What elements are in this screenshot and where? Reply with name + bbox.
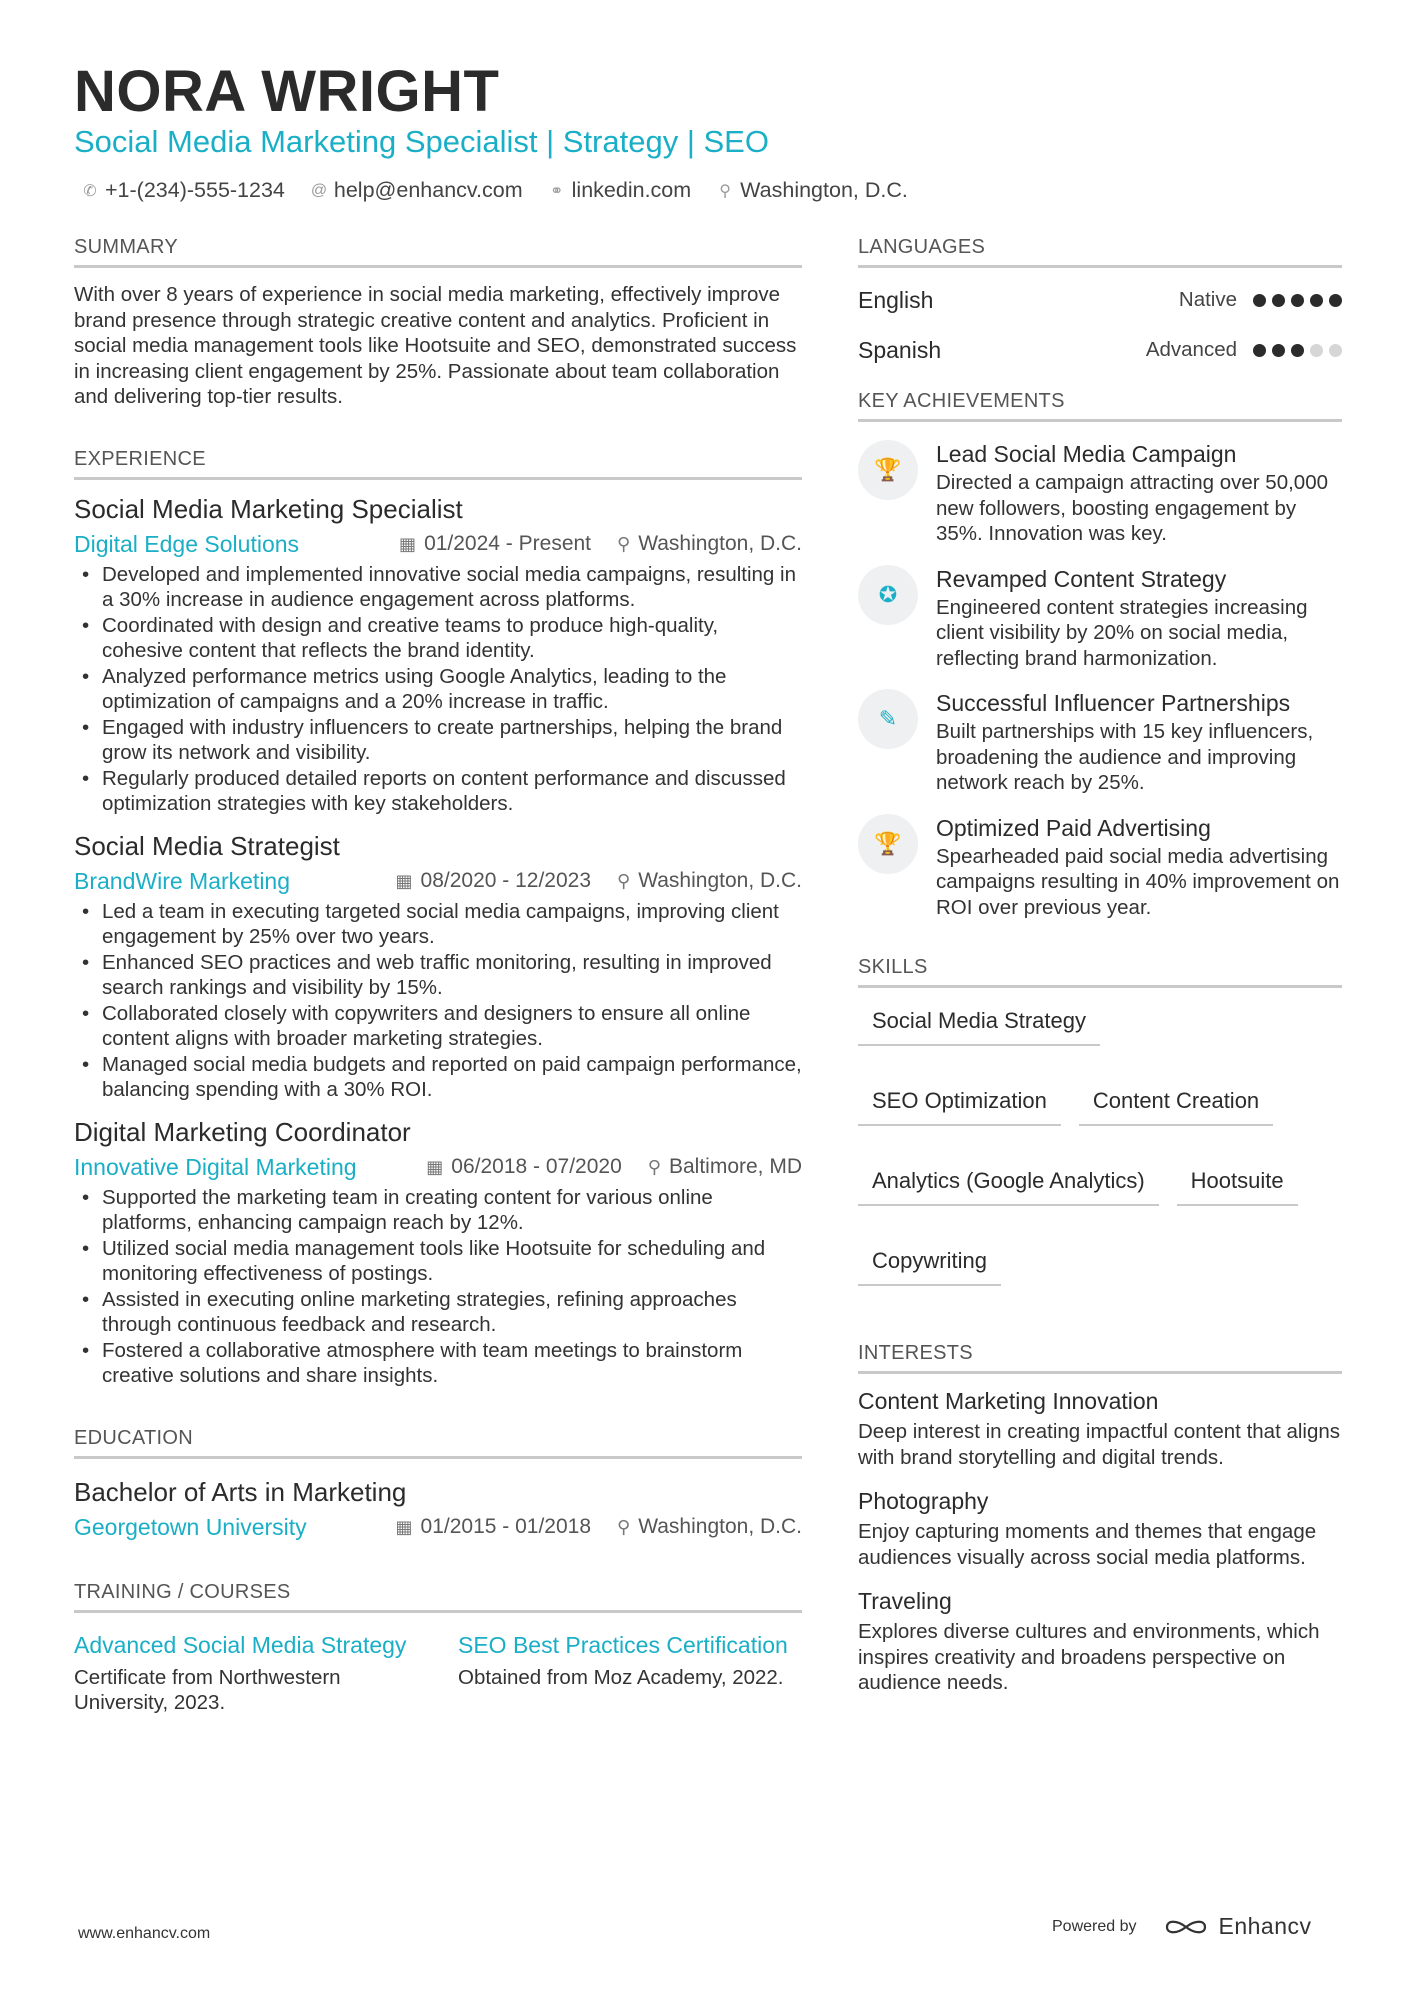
- language-name: Spanish: [858, 336, 942, 363]
- powered-by-label: Powered by: [1052, 1917, 1137, 1935]
- interest-desc: Enjoy capturing moments and themes that engage audiences visually across social media platforms.: [858, 1520, 1317, 1569]
- candidate-name: NORA WRIGHT: [74, 59, 500, 124]
- footer-brand: [1052, 1913, 1312, 1940]
- achievement-title: Lead Social Media Campaign: [936, 441, 1237, 467]
- location-icon: ⚲: [719, 182, 732, 200]
- language-level-group: [1179, 288, 1342, 312]
- training-heading: TRAINING / COURSES: [74, 1581, 802, 1613]
- language-level: Advanced: [1145, 338, 1237, 361]
- footer-website[interactable]: www.enhancv.com: [78, 1925, 211, 1942]
- achievements-heading: KEY ACHIEVEMENTS: [858, 390, 1342, 422]
- job-bullet: • Analyzed performance metrics using Google Analytics, leading to the optimization of campaigns and a 20% increase in traffic.: [74, 664, 802, 715]
- interest-desc: Deep interest in creating impactful content that aligns with brand storytelling and digital trends.: [858, 1420, 1341, 1469]
- skill-list: [858, 1006, 1342, 1286]
- left-column: [74, 236, 802, 1716]
- achievement-title: Optimized Paid Advertising: [936, 814, 1211, 841]
- rating-dot-filled: [1253, 344, 1266, 357]
- achievements-section: [858, 390, 1342, 920]
- achievement-body: [936, 440, 1342, 547]
- trophy-icon: 🏆: [858, 440, 918, 500]
- calendar-icon: ▦: [399, 533, 417, 554]
- right-column: [858, 236, 1342, 1696]
- company-name: Innovative Digital Marketing: [74, 1153, 357, 1180]
- achievement-desc: Engineered content strategies increasing client visibility by 20% on social media, reflecting brand harmonization.: [936, 595, 1308, 670]
- language-name: English: [858, 286, 934, 313]
- contact-email-text: help@enhancv.com: [333, 178, 523, 202]
- job-bullets: [74, 899, 802, 1103]
- calendar-icon: ▦: [426, 1156, 444, 1177]
- job-location-text: Baltimore, MD: [668, 1155, 802, 1178]
- rating-dot-filled: [1272, 294, 1285, 307]
- job-entry: [74, 494, 802, 817]
- job-bullet: • Fostered a collaborative atmosphere with team meetings to brainstorm creative solutions and share insights.: [74, 1338, 802, 1389]
- award-icon: ✪: [858, 565, 918, 625]
- contact-linkedin[interactable]: [549, 178, 692, 203]
- contact-phone-text: +1-(234)-555-1234: [105, 178, 285, 202]
- achievement-item: [858, 565, 1342, 672]
- enhancv-logo[interactable]: [1163, 1913, 1312, 1940]
- achievement-title: Revamped Content Strategy: [936, 565, 1227, 592]
- education-section: [74, 1427, 802, 1541]
- job-dates: [426, 1155, 622, 1179]
- rating-dot-filled: [1310, 294, 1323, 307]
- job-bullet: • Coordinated with design and creative teams to produce high-quality, cohesive content that reflects the brand identity.: [74, 613, 802, 664]
- skill-tag: Copywriting: [858, 1246, 1001, 1286]
- course-list: [74, 1631, 802, 1716]
- achievement-body: [936, 565, 1342, 672]
- company-name: Digital Edge Solutions: [74, 530, 300, 557]
- rating-dot-filled: [1329, 294, 1342, 307]
- skill-tag: SEO Optimization: [858, 1086, 1061, 1126]
- calendar-icon: ▦: [395, 1516, 413, 1537]
- calendar-icon: ▦: [395, 870, 413, 891]
- summary-text: With over 8 years of experience in social media marketing, effectively improve brand presence through strategic creative content and analytics. Proficient in social media management tools like Hootsuite and SEO, demonstrated success in increasing client engagement by 25%. Passionate about team collaboration and delivering top-tier results.: [74, 283, 797, 408]
- language-level-group: [1146, 338, 1342, 362]
- achievement-item: [858, 440, 1342, 547]
- course-desc: Certificate from Northwestern University, 2023.: [74, 1665, 341, 1714]
- interest-title: Traveling: [858, 1588, 952, 1614]
- summary-section: [74, 236, 802, 410]
- skills-section: [858, 956, 1342, 1286]
- interest-desc: Explores diverse cultures and environments, which inspires creativity and broadens perspective on audience needs.: [858, 1620, 1320, 1694]
- school-name: Georgetown University: [74, 1513, 307, 1540]
- job-location: [617, 869, 802, 893]
- achievement-title: Successful Influencer Partnerships: [936, 690, 1291, 716]
- education-location: [617, 1515, 802, 1539]
- job-dates-text: 01/2024 - Present: [424, 532, 592, 555]
- experience-section: [74, 448, 802, 1389]
- language-level: Native: [1178, 288, 1237, 311]
- summary-heading: SUMMARY: [74, 236, 802, 268]
- job-dates-text: 08/2020 - 12/2023: [420, 869, 592, 892]
- job-meta: [74, 868, 802, 895]
- education-dates: [396, 1515, 592, 1539]
- enhancv-logo-text: Enhancv: [1218, 1913, 1312, 1939]
- rating-dot-empty: [1329, 344, 1342, 357]
- job-location: [648, 1155, 802, 1179]
- at-icon: @: [310, 181, 328, 199]
- job-location: [617, 532, 802, 556]
- job-bullet: • Managed social media budgets and reported on paid campaign performance, balancing spending with a 30% ROI.: [74, 1052, 802, 1103]
- contact-phone[interactable]: [82, 178, 285, 203]
- education-meta-right: [396, 1515, 802, 1539]
- languages-heading: LANGUAGES: [858, 236, 1342, 268]
- achievement-body: [936, 814, 1342, 921]
- trophy-icon: 🏆: [858, 814, 918, 874]
- rating-dot-filled: [1253, 294, 1266, 307]
- language-rating: [1253, 344, 1342, 357]
- location-pin-icon: ⚲: [617, 533, 631, 554]
- education-location-text: Washington, D.C.: [638, 1515, 802, 1538]
- job-bullet: • Collaborated closely with copywriters and designers to ensure all online content aligns with broader marketing strategies.: [74, 1001, 802, 1052]
- languages-section: [858, 236, 1342, 368]
- phone-icon: ✆: [83, 182, 97, 200]
- enhancv-logo-icon: [1163, 1915, 1209, 1939]
- job-meta: [74, 1154, 802, 1181]
- job-entry: [74, 1117, 802, 1389]
- rating-dot-filled: [1291, 344, 1304, 357]
- job-bullet: • Assisted in executing online marketing strategies, refining approaches through continuous feedback and research.: [74, 1287, 802, 1338]
- skill-tag: Analytics (Google Analytics): [858, 1166, 1159, 1206]
- course-item: [458, 1631, 802, 1716]
- job-meta: [74, 531, 802, 558]
- job-bullet: • Regularly produced detailed reports on content performance and discussed optimization strategies with key stakeholders.: [74, 766, 802, 817]
- course-title: SEO Best Practices Certification: [458, 1631, 788, 1658]
- link-icon: ⚭: [549, 182, 564, 200]
- achievement-item: [858, 814, 1342, 921]
- skills-heading: SKILLS: [858, 956, 1342, 988]
- rating-dot-empty: [1310, 344, 1323, 357]
- job-dates: [399, 532, 591, 556]
- skill-tag: Content Creation: [1079, 1086, 1273, 1126]
- job-dates: [396, 869, 592, 893]
- contact-email[interactable]: [311, 178, 523, 203]
- education-dates-text: 01/2015 - 01/2018: [420, 1515, 592, 1538]
- job-bullet: • Enhanced SEO practices and web traffic monitoring, resulting in improved search rankings and visibility by 15%.: [74, 950, 802, 1001]
- job-entry: [74, 831, 802, 1103]
- training-section: [74, 1581, 802, 1716]
- contact-location-text: Washington, D.C.: [740, 178, 908, 202]
- skill-tag: Hootsuite: [1177, 1166, 1298, 1206]
- achievement-desc: Spearheaded paid social media advertising campaigns resulting in 40% improvement on ROI over previous year.: [936, 844, 1340, 919]
- rating-dot-filled: [1291, 294, 1304, 307]
- location-pin-icon: ⚲: [617, 1516, 631, 1537]
- education-meta: [74, 1514, 802, 1541]
- job-bullet: • Led a team in executing targeted social media campaigns, improving client engagement by 25% over two years.: [74, 899, 802, 950]
- achievement-desc: Built partnerships with 15 key influencers, broadening the audience and improving network reach by 25%.: [936, 720, 1314, 794]
- job-bullet: • Developed and implemented innovative social media campaigns, resulting in a 30% increase in audience engagement across platforms.: [74, 562, 802, 613]
- job-location-text: Washington, D.C.: [638, 532, 802, 555]
- achievement-item: [858, 689, 1342, 796]
- degree-title: Bachelor of Arts in Marketing: [74, 1476, 407, 1507]
- location-pin-icon: ⚲: [617, 870, 631, 891]
- magic-wand-icon: ✎: [858, 689, 918, 749]
- job-bullet: • Engaged with industry influencers to create partnerships, helping the brand grow its network and visibility.: [74, 715, 802, 766]
- skill-tag: Social Media Strategy: [858, 1006, 1100, 1046]
- job-bullet: • Utilized social media management tools like Hootsuite for scheduling and monitoring effectiveness of postings.: [74, 1236, 802, 1287]
- job-meta-right: [426, 1155, 802, 1179]
- interests-heading: INTERESTS: [858, 1342, 1342, 1374]
- company-name: BrandWire Marketing: [74, 867, 291, 894]
- course-desc: Obtained from Moz Academy, 2022.: [458, 1665, 784, 1689]
- job-location-text: Washington, D.C.: [638, 869, 802, 892]
- language-rating: [1253, 294, 1342, 307]
- experience-heading: EXPERIENCE: [74, 448, 802, 480]
- language-item: [858, 282, 1342, 318]
- achievement-desc: Directed a campaign attracting over 50,000 new followers, boosting engagement by 35%. Innovation was key.: [936, 471, 1329, 545]
- candidate-headline: Social Media Marketing Specialist | Strategy | SEO: [74, 124, 769, 159]
- job-bullets: [74, 1185, 802, 1389]
- location-pin-icon: ⚲: [647, 1156, 661, 1177]
- interests-section: [858, 1342, 1342, 1696]
- job-bullet: • Supported the marketing team in creating content for various online platforms, enhancing campaign reach by 12%.: [74, 1185, 802, 1236]
- job-title: Social Media Marketing Specialist: [74, 493, 463, 524]
- course-item: [74, 1631, 418, 1716]
- job-dates-text: 06/2018 - 07/2020: [451, 1155, 622, 1178]
- course-title: Advanced Social Media Strategy: [74, 1631, 407, 1658]
- achievement-body: [936, 689, 1342, 796]
- interest-title: Content Marketing Innovation: [858, 1388, 1159, 1414]
- job-title: Social Media Strategist: [74, 830, 340, 861]
- education-heading: EDUCATION: [74, 1427, 802, 1459]
- job-title: Digital Marketing Coordinator: [74, 1116, 411, 1147]
- contact-bar: [82, 178, 908, 203]
- contact-location: [717, 178, 908, 203]
- job-bullets: [74, 562, 802, 817]
- job-meta-right: [399, 532, 802, 556]
- job-meta-right: [396, 869, 802, 893]
- rating-dot-filled: [1272, 344, 1285, 357]
- language-item: [858, 332, 1342, 368]
- contact-linkedin-text: linkedin.com: [571, 178, 692, 202]
- interest-title: Photography: [858, 1488, 989, 1514]
